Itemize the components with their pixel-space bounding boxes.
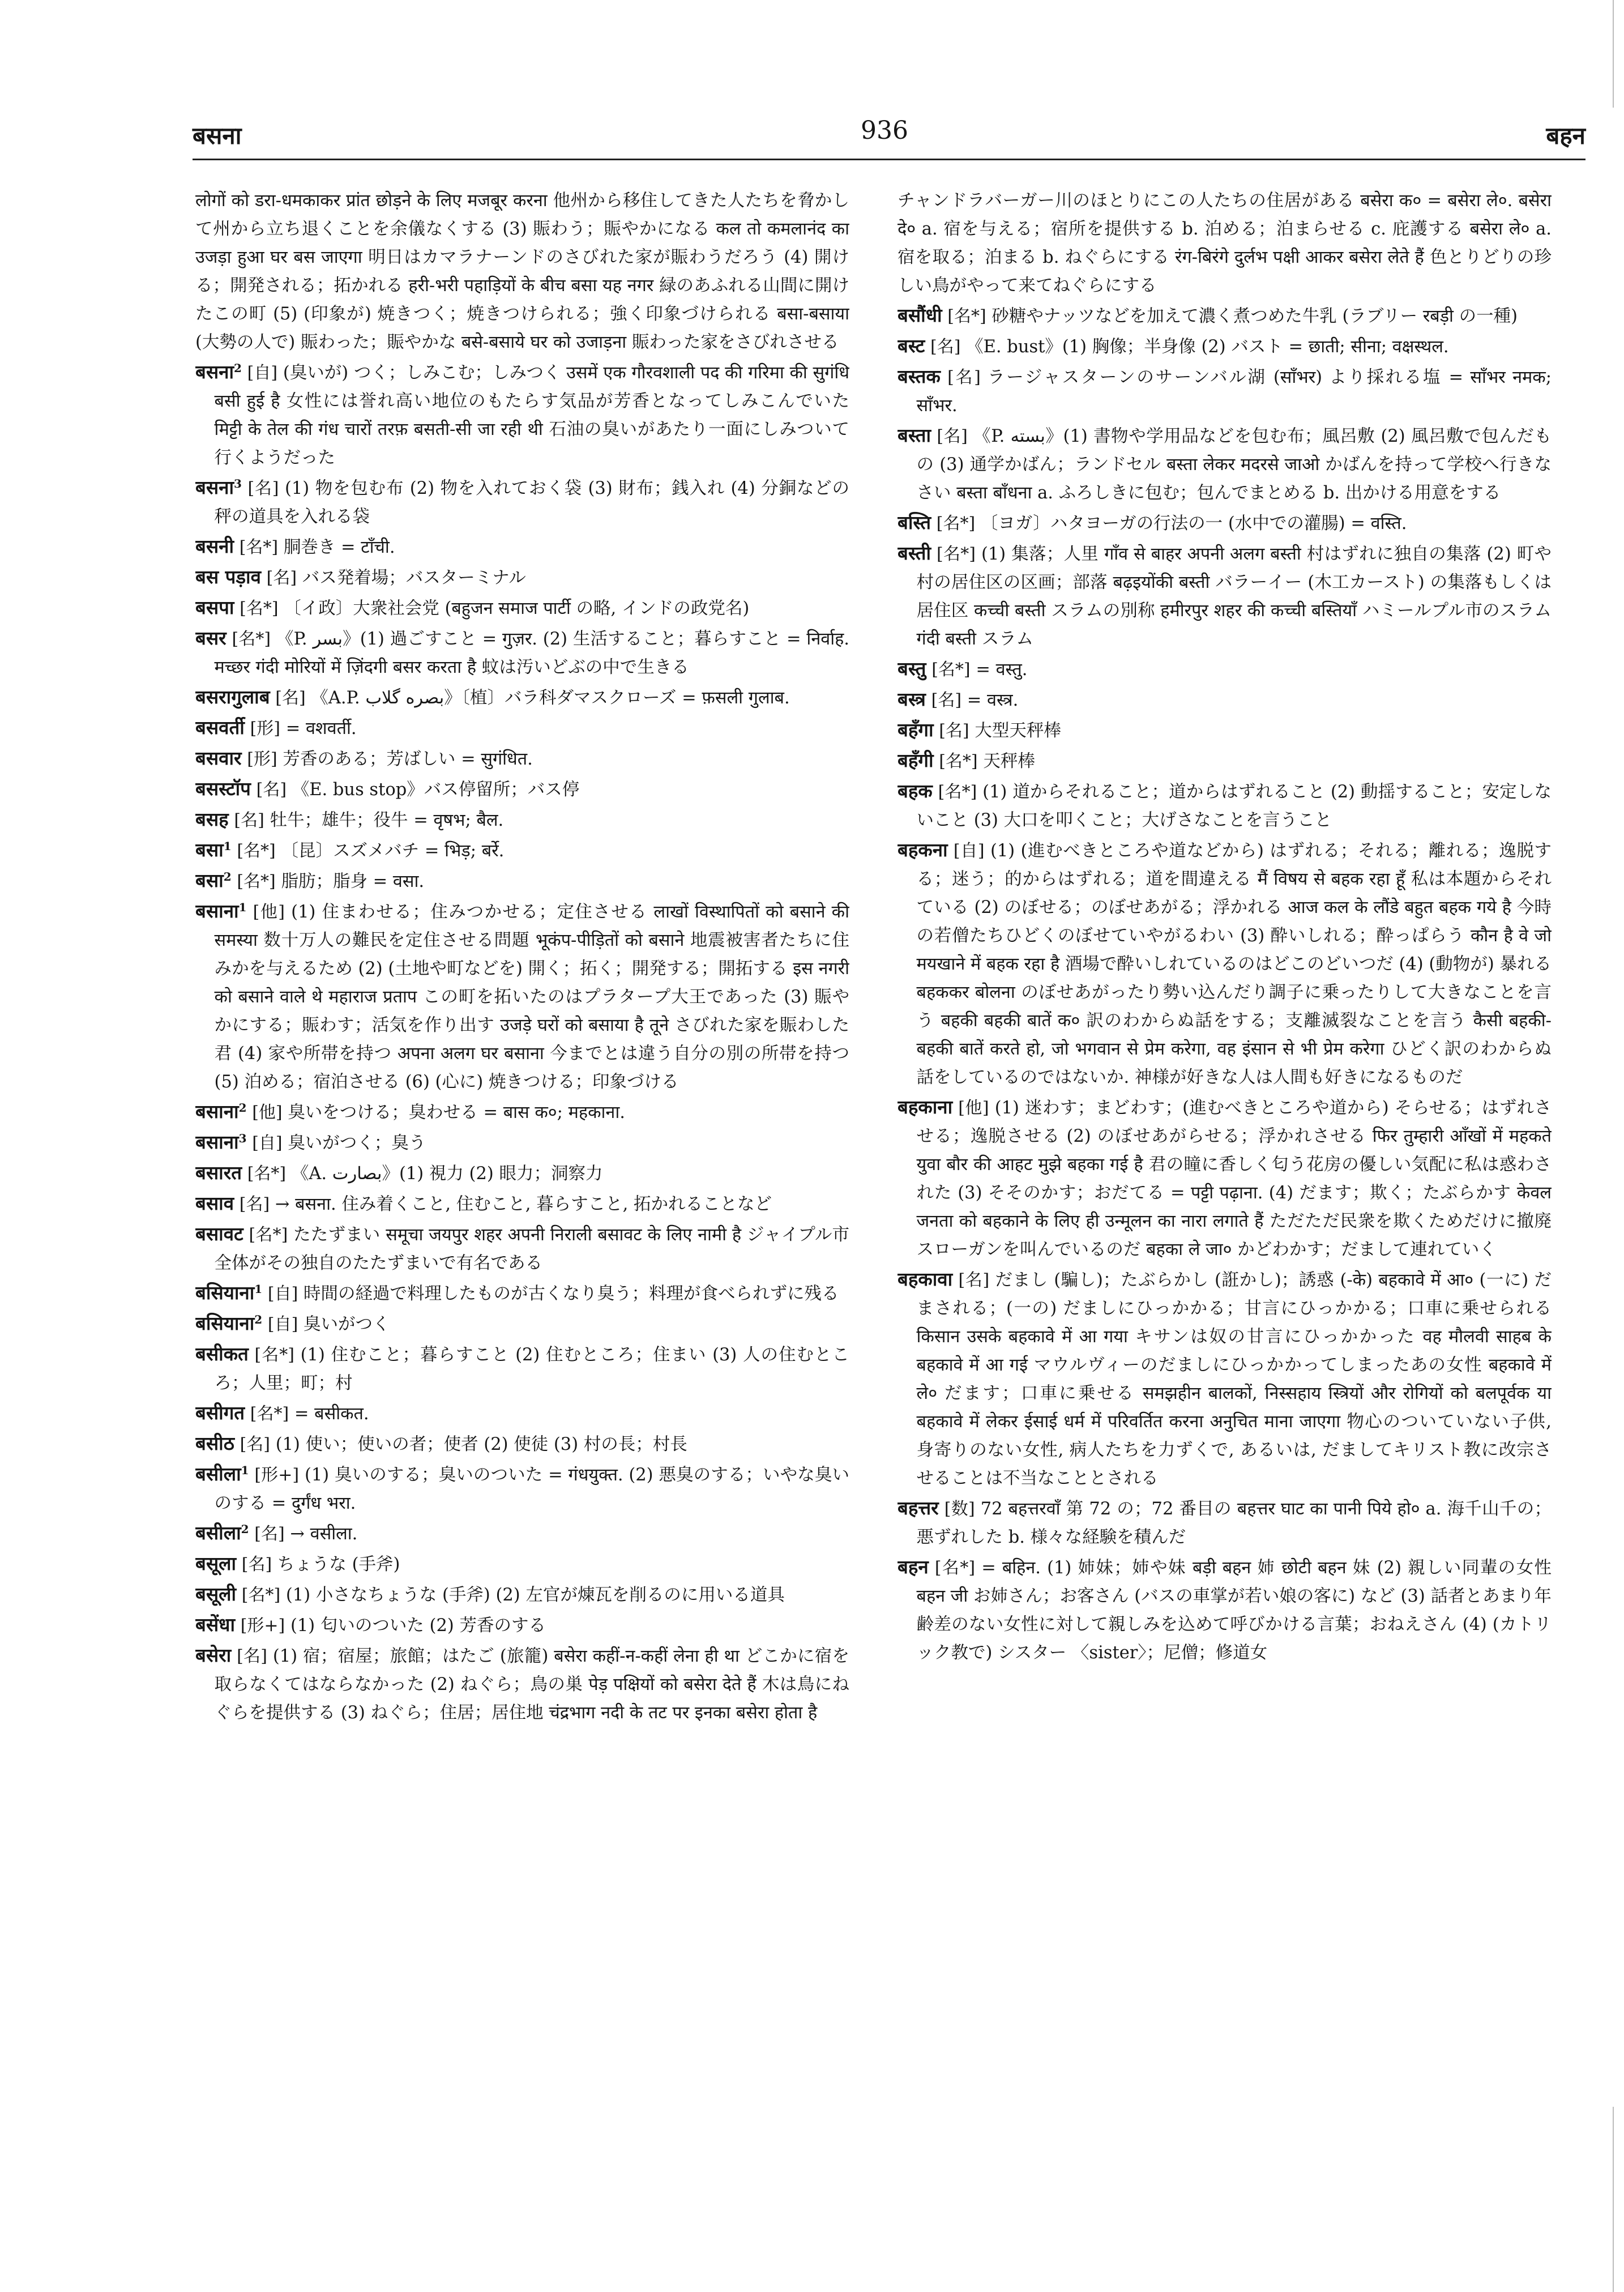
dictionary-entry <box>195 1279 849 1308</box>
entry-part-of-speech: [形+] <box>240 1616 285 1636</box>
entry-headword: बसाना <box>195 1100 239 1122</box>
entry-part-of-speech: [名] <box>254 1524 285 1544</box>
entry-definition: 《A.P. بصره گلاب》〔植〕バラ科ダマスクローズ = फ़सली गुलाब. <box>311 688 790 708</box>
entry-definition: 〔イ政〕大衆社会党 (बहुजन समाज पार्टी の略, インドの政党名) <box>284 599 750 618</box>
dictionary-entry <box>195 532 849 562</box>
entry-headword: बसूली <box>195 1583 237 1605</box>
scan-edge-bottom <box>1613 2107 1614 2292</box>
entry-part-of-speech: [自] <box>267 1314 298 1334</box>
dictionary-entry <box>898 509 1552 538</box>
entry-part-of-speech: [名*] <box>936 514 976 533</box>
entry-definition: 〔昆〕スズメバチ = भिड़; बर्रे. <box>281 841 505 861</box>
entry-headword: बहँगा <box>898 719 934 741</box>
entry-part-of-speech: [名] <box>241 1555 272 1574</box>
entry-definition: लोगों को डरा-धमकाकर प्रांत छोड़ने के लिए मजबूर करना 他州から移住してきた人たちを脅かして州から立ち退くことを余儀なくする (3) 賑わう；賑やかになる कल तो कमलानंद का उजड़ा हुआ घर बस जाएगा 明日はカマラナーンドのさびれた家が賑わうだろう (4) 開ける；開発される；拓かれる हरी-भरी पहाड़ियों के बीच बसा यह नगर 緑のあふれる山間に開けたこの町 (5) (印象が) 焼きつく；焼きつけられる；強く印象づけられる बसा-बसाया (大勢の人で) 賑わった；賑やかな बसे-बसाये घर को उजाड़ना 賑わった家をさびれさせる <box>195 191 849 352</box>
entry-headword: बसीठ <box>195 1432 234 1454</box>
entry-part-of-speech: [名] <box>240 1435 270 1454</box>
entry-headword: बसाना <box>195 900 239 922</box>
entry-homograph-number: 1 <box>241 1463 249 1477</box>
dictionary-entry <box>898 301 1552 331</box>
entry-definition: 胴巻き = टाँची. <box>283 537 395 557</box>
dictionary-entry <box>195 1220 849 1278</box>
entry-part-of-speech: [名*] <box>240 599 279 618</box>
entry-part-of-speech: [名*] <box>241 1585 281 1605</box>
header-rule <box>193 159 1585 160</box>
entry-definition: (1) 道からそれること；道からはずれること (2) 動揺すること；安定しないこと (3) 大口を叩くこと；大げさなことを言うこと <box>916 782 1552 830</box>
entry-part-of-speech: [名] <box>930 337 961 357</box>
entry-headword: बहकावा <box>898 1268 953 1290</box>
dictionary-entry <box>195 836 849 865</box>
entry-definition: (1) 使い；使いの者；使者 (2) 使徒 (3) 村の長；村長 <box>275 1435 687 1454</box>
entry-definition: 72 बहत्तरवाँ 第 72 の；72 番目の बहत्तर घाट का पानी पिये हो० a. 海千山千の；悪ずれした b. 様々な経験を積んだ <box>916 1499 1552 1547</box>
entry-definition: (1) 迷わす；まどわす；(進むべきところや道から) そらせる；はずれさせる；逸脱させる (2) のぼせあがらせる；浮かれさせる फिर तुम्हारी आँखों में महकते युवा बौर की आहट मुझे बहका गई है 君の瞳に香しく匂う花房の優しい気配に私は惑わされた (3) そそのかす；おだてる = पट्टी पढ़ाना. (4) だます；欺く；たぶらかす केवल जनता को बहकाने के लिए ही उन्मूलन का नारा लगाते हैं ただただ民衆を欺くためだけに撤廃スローガンを叫んでいるのだ बहका ले जा० かどわかす；だまして連れていく <box>916 1098 1552 1260</box>
entry-homograph-number: 2 <box>234 361 242 375</box>
entry-definition: = वस्त्र. <box>967 690 1019 710</box>
entry-definition: → बसना. 住み着くこと, 住むこと, 暮らすこと, 拓かれることなど <box>275 1194 772 1214</box>
entry-definition: 〔ヨガ〕ハタヨーガの行法の一 (水中での灌腸) = वस्ति. <box>980 514 1407 533</box>
entry-part-of-speech: [名] <box>239 1194 270 1214</box>
entry-part-of-speech: [形] <box>250 719 280 739</box>
entry-definition: 天秤棒 <box>983 752 1035 771</box>
entry-headword: बस्तक <box>898 365 941 387</box>
entry-part-of-speech: [名] <box>237 1646 267 1666</box>
dictionary-entry <box>195 1159 849 1188</box>
dictionary-entry <box>195 1460 849 1518</box>
entry-definition: (1) 小さなちょうな (手斧) (2) 左官が煉瓦を削るのに用いる道具 <box>285 1585 785 1605</box>
entry-part-of-speech: [名*] <box>250 1404 289 1424</box>
dictionary-entry <box>195 563 849 592</box>
entry-definition: (1) 匂いのついた (2) 芳香のする <box>290 1616 546 1636</box>
entry-part-of-speech: [名*] <box>247 1164 287 1184</box>
entry-part-of-speech: [自] <box>247 363 278 383</box>
dictionary-entry <box>195 775 849 804</box>
entry-homograph-number: 2 <box>241 1522 249 1536</box>
entry-headword: बसा <box>195 869 224 891</box>
entry-headword: बहन <box>898 1556 929 1578</box>
entry-homograph-number: 1 <box>254 1282 263 1296</box>
entry-part-of-speech: [名] <box>266 568 297 588</box>
entry-headword: बसियाना <box>195 1312 255 1334</box>
dictionary-entry <box>195 1641 849 1727</box>
entry-headword: बसौंधी <box>898 304 942 326</box>
entry-definition: 砂糖やナッツなどを加えて濃く煮つめた牛乳 (ラブリー रबड़ी の一種) <box>992 306 1518 326</box>
entry-definition: たたずまい समूचा जयपुर शहर अपनी निराली बसावट के लिए नामी है ジャイプル市全体がその独自のたたずまいで有名である <box>214 1225 849 1273</box>
entry-definition: (臭いが) つく；しみこむ；しみつく उसमें एक गौरवशाली पद की गरिमा की सुगंधि बसी हुई है 女性には誉れ高い地位のもたらす気品が芳香となってしみこんでいた मिट्टी के तेल की गंध चारों तरफ़ बसती-सी जा रही थी 石油の臭いがあたり一面にしみついて行くようだった <box>214 363 849 468</box>
running-head-right: बहन <box>1546 122 1585 150</box>
dictionary-entry <box>898 1093 1552 1264</box>
entry-headword: बहकना <box>898 839 948 861</box>
entry-part-of-speech: [名] <box>931 690 962 710</box>
entry-headword: बसा <box>195 839 224 861</box>
dictionary-entry <box>195 805 849 835</box>
entry-headword: बस्त्र <box>898 688 926 710</box>
entry-headword: बसरागुलाब <box>195 686 270 708</box>
dictionary-entry <box>898 716 1552 745</box>
entry-part-of-speech: [形] <box>247 749 277 769</box>
entry-headword: बसियाना <box>195 1282 255 1304</box>
dictionary-entry <box>195 1309 849 1339</box>
entry-part-of-speech: [名*] <box>232 629 271 649</box>
dictionary-entry <box>195 867 849 896</box>
entry-headword: बसना <box>195 476 234 498</box>
entry-definition: 《E. bus stop》バス停留所；バス停 <box>292 780 580 800</box>
entry-part-of-speech: [名] <box>275 688 306 708</box>
entry-headword: बसवर्ती <box>195 716 245 739</box>
entry-headword: बस्तु <box>898 658 926 680</box>
entry-headword: बसवार <box>195 747 242 769</box>
entry-definition: バス発着場；バスターミナル <box>302 568 526 588</box>
entry-homograph-number: 1 <box>238 900 247 914</box>
entry-headword: बस पड़ाव <box>195 566 261 588</box>
dictionary-entry <box>898 655 1552 684</box>
entry-headword: बसपा <box>195 596 234 618</box>
dictionary-entry <box>195 683 849 712</box>
entry-headword: बहत्तर <box>898 1497 939 1519</box>
dictionary-entry <box>898 187 1552 300</box>
entry-definition: (1) 住まわせる；住みつかせる；定住させる लाखों विस्थापितों को बसाने की समस्या 数十万人の難民を定住させる問題 भूकंप-पीड़ितों को बसाने 地震被害者たちに住みかを与えるため (2) (土地や町などを) 開く；拓く；開発する；開拓する इस नगरी को बसाने वाले थे महाराज प्रताप この町を拓いたのはプラタープ大王であった (3) 賑やかにする；賑わす；活気を作り出す उजड़े घरों को बसाया है तूने さびれた家を賑わした君 (4) 家や所帯を持つ अपना अलग घर बसाना 今までとは違う自分の別の所帯を持つ (5) 泊める；宿泊させる (6) (心に) 焼きつける；印象づける <box>214 902 849 1092</box>
dictionary-entry <box>898 421 1552 507</box>
running-head-left: बसना <box>193 122 242 150</box>
entry-definition: 臭いをつける；臭わせる = बास क०; महकाना. <box>288 1103 625 1122</box>
dictionary-entry <box>195 1580 849 1610</box>
entry-definition: = वशवर्ती. <box>285 719 357 739</box>
entry-headword: बसीला <box>195 1522 241 1544</box>
dictionary-entry <box>195 714 849 743</box>
entry-part-of-speech: [名] <box>958 1270 990 1290</box>
entry-definition: チャンドラバーガー川のほとりにこの人たちの住居がある बसेरा क० = बसेरा ले०. बसेरा दे० a. 宿を与える；宿所を提供する b. 泊める；泊まらせる c. 庇護する बसेरा ले० a. 宿を取る；泊まる b. ねぐらにする रंग-बिरंगे दुर्लभ पक्षी आकर बसेरा लेते हैं 色とりどりの珍しい鳥がやって来てねぐらにする <box>898 191 1552 296</box>
entry-part-of-speech: [他] <box>252 1103 283 1122</box>
entry-headword: बसूला <box>195 1552 237 1574</box>
dictionary-entry <box>898 685 1552 715</box>
dictionary-entry <box>195 1611 849 1640</box>
dictionary-entry <box>195 1128 849 1158</box>
entry-headword: बहकाना <box>898 1096 953 1118</box>
entry-definition: 臭いがつく；臭う <box>288 1133 426 1153</box>
entry-part-of-speech: [名] <box>947 368 981 387</box>
entry-part-of-speech: [名*] <box>947 306 986 326</box>
entry-definition: (1) 集落；人里 गाँव से बाहर अपनी अलग बस्ती 村はずれに独自の集落 (2) 町や村の居住区の区画；部落 बढ़इयोंकी बस्ती バラーイー (木工カースト) の集落もしくは居住区 कच्ची बस्ती スラムの別称 हमीरपुर शहर की कच्ची बस्तियाँ ハミールプル市のスラム गंदी बस्ती スラム <box>916 544 1552 649</box>
entry-definition: 《A. بصارت》(1) 視力 (2) 眼力；洞察力 <box>291 1164 603 1184</box>
dictionary-entry <box>898 332 1552 361</box>
entry-headword: बसाव <box>195 1192 234 1214</box>
entry-part-of-speech: [名*] <box>931 660 971 680</box>
entry-definition: ラージャスターンのサーンバル湖 (साँभर) より採れる塩 = साँभर नमक; साँभर. <box>916 368 1552 416</box>
entry-part-of-speech: [名*] <box>937 544 976 564</box>
entry-homograph-number: 3 <box>234 476 242 490</box>
entry-definition: (1) 宿；宿屋；旅館；はたご (旅籠) बसेरा कहीं-न-कहीं लेना ही था どこかに宿を取らなくてはならなかった (2) ねぐら；鳥の巣 पेड़ पक्षियों को बसेरा देते हैं 木は鳥にねぐらを提供する (3) ねぐら；住居；居住地 चंद्रभाग नदी के तट पर इनका बसेरा होता है <box>214 1646 849 1723</box>
entry-headword: बस्ती <box>898 542 931 564</box>
dictionary-entry <box>195 1399 849 1428</box>
page-number: 936 <box>861 116 908 145</box>
entry-headword: बसेरा <box>195 1644 232 1666</box>
entry-headword: बसह <box>195 808 229 830</box>
dictionary-entry <box>195 594 849 623</box>
entry-definition: (1) 臭いのする；臭いのついた = गंधयुक्त. (2) 悪臭のする；いやな臭いのする = दुर्गंध भरा. <box>214 1465 849 1513</box>
dictionary-entry <box>195 1550 849 1579</box>
right-column <box>898 187 1552 2226</box>
entry-definition: 《E. bust》(1) 胸像；半身像 (2) バスト = छाती; सीना; वक्षस्थल. <box>966 337 1449 357</box>
entry-headword: बस्ता <box>898 424 931 446</box>
entry-definition: = वस्तु. <box>976 660 1028 680</box>
dictionary-entry <box>195 897 849 1096</box>
dictionary-entry <box>195 1098 849 1127</box>
entry-part-of-speech: [自] <box>953 841 985 861</box>
entry-part-of-speech: [形+] <box>254 1465 300 1485</box>
entry-part-of-speech: [他] <box>253 902 285 922</box>
dictionary-entry <box>195 744 849 774</box>
entry-definition: 脂肪；脂身 = वसा. <box>281 872 425 891</box>
dictionary-entry <box>898 777 1552 835</box>
entry-part-of-speech: [名] <box>247 479 279 498</box>
entry-part-of-speech: [名*] <box>237 841 276 861</box>
entry-headword: बसर <box>195 627 226 649</box>
entry-part-of-speech: [自] <box>267 1284 298 1304</box>
entry-part-of-speech: [名*] <box>938 782 977 802</box>
entry-definition: 《P. بسر》(1) 過ごすこと = गुज़र. (2) 生活すること；暮らすこと = निर्वाह. मच्छर गंदी मोरियों में ज़िंदगी बसर करता है 蚊は汚いどぶの中で生きる <box>214 629 849 677</box>
entry-headword: बसेंधा <box>195 1614 235 1636</box>
entry-homograph-number: 2 <box>223 869 232 883</box>
entry-part-of-speech: [名*] <box>249 1225 288 1245</box>
left-column <box>195 187 849 2226</box>
dictionary-entry <box>898 746 1552 776</box>
dictionary-entry <box>195 1429 849 1459</box>
entry-homograph-number: 2 <box>238 1100 247 1115</box>
dictionary-entry <box>195 473 849 531</box>
entry-homograph-number: 2 <box>254 1312 263 1326</box>
entry-definition: (1) (進むべきところや道などから) はずれる；それる；離れる；逸脱する；迷う；的からはずれる；道を間違える मैं विषय से बहक रहा हूँ 私は本題からそれている (2) のぼせる；のぼせあがる；浮かれる आज कल के लौंडे बहुत बहक गये है 今時の若僧たちひどくのぼせていやがるわい (3) 酔いしれる；酔っぱらう कौन है वे जो मयखाने में बहक रहा है 酒場で酔いしれているのはどこのどいつだ (4) (動物が) 暴れる बहककर बोलना のぼせあがったり勢い込んだり調子に乗ったりして大きなことを言う बहकी बहकी बातें क० 訳のわからぬ話をする；支離滅裂なことを言う कैसी बहकी-बहकी बातें करते हो, जो भगवान से प्रेम करेगा, वह इंसान से भी प्रेम करेगा ひどく訳のわからぬ話をしているのではないか. 神様が好きな人は人間も好きになるものだ <box>916 841 1552 1087</box>
dictionary-entry <box>898 362 1552 420</box>
entry-headword: बसावट <box>195 1223 243 1245</box>
dictionary-entry <box>898 1265 1552 1493</box>
entry-headword: बस्ति <box>898 511 931 533</box>
entry-definition: 臭いがつく <box>304 1314 390 1334</box>
entry-headword: बस्ट <box>898 335 925 357</box>
dictionary-entry <box>195 624 849 682</box>
dictionary-entry <box>195 1519 849 1548</box>
entry-headword: बसस्टॉप <box>195 778 251 800</box>
entry-definition: = बहिन. (1) 姉妹；姉や妹 बड़ी बहन 姉 छोटी बहन 妹 (2) 親しい同輩の女性 बहन जी お姉さん；お客さん (バスの車掌が若い娘の客に) など (3) 話者とあまり年齢差のない女性に対して親しみを込めて呼びかける言葉；おねえさん (4) (カトリック教で) シスター 〈sister〉；尼僧；修道女 <box>916 1558 1552 1663</box>
entry-homograph-number: 1 <box>223 839 232 853</box>
entry-definition: 大型天秤棒 <box>975 721 1061 741</box>
entry-definition: (1) 物を包む布 (2) 物を入れておく袋 (3) 財布；銭入れ (4) 分銅などの秤の道具を入れる袋 <box>214 479 849 527</box>
entry-part-of-speech: [他] <box>958 1098 989 1118</box>
entry-part-of-speech: [名*] <box>934 1558 976 1578</box>
scan-edge-top <box>1613 0 1614 108</box>
dictionary-entry <box>195 187 849 357</box>
entry-headword: बसीला <box>195 1463 241 1485</box>
entry-headword: बहक <box>898 780 933 802</box>
entry-part-of-speech: [名] <box>256 780 287 800</box>
entry-definition: だまし (騙し)；たぶらかし (誑かし)；誘惑 (-के) बहकावे में आ० (一に) だまされる；(一の) だましにひっかかる；甘言にひっかかる；口車に乗せられる किसान उसके बहकावे में आ गया キサンは奴の甘言にひっかかった वह मौलवी साहब के बहकावे में आ गई マウルヴィーのだましにひっかかってしまったあの女性 बहकावे में ले० だます；口車に乗せる समझहीन बालकों, निस्सहाय स्त्रियों और रोगियों को बलपूर्वक या बहकावे में लेकर ईसाई धर्म में परिवर्तित करना अनुचित माना जाएगा 物心のついていない子供, 身寄りのない女性, 病人たちを力ずくで, あるいは, だましてキリスト教に改宗させることは不当なこととされる <box>916 1270 1552 1488</box>
dictionary-entry <box>195 358 849 472</box>
entry-headword: बसाना <box>195 1131 239 1153</box>
dictionary-entry <box>898 1553 1552 1667</box>
entry-definition: 時間の経過で料理したものが古くなり臭う；料理が食べられずに残る <box>304 1284 839 1304</box>
entry-part-of-speech: [名] <box>937 426 968 446</box>
entry-headword: बसनी <box>195 535 234 557</box>
entry-part-of-speech: [名] <box>939 721 969 741</box>
page-header <box>0 0 1624 187</box>
entry-definition: 《P. بسته》(1) 書物や学用品などを包む布；風呂敷 (2) 風呂敷で包んだもの (3) 通学かばん；ランドセル बस्ता लेकर मदरसे जाओ かばんを持って学校へ行きなさい बस्ता बाँधना a. ふろしきに包む；包んでまとめる b. 出かける用意をする <box>916 426 1552 503</box>
entry-definition: → वसीला. <box>290 1524 358 1544</box>
dictionary-entry <box>195 1189 849 1219</box>
entry-part-of-speech: [名*] <box>239 537 279 557</box>
entry-headword: बहँगी <box>898 749 934 771</box>
entry-headword: बसीकत <box>195 1343 249 1365</box>
entry-part-of-speech: [名*] <box>939 752 978 771</box>
dictionary-entry <box>898 836 1552 1092</box>
entry-definition: 牡牛；雄牛；役牛 = वृषभ; बैल. <box>270 810 504 830</box>
entry-definition: = बसीकत. <box>294 1404 369 1424</box>
dictionary-entry <box>898 1494 1552 1552</box>
entry-headword: बसना <box>195 361 234 383</box>
entry-definition: (1) 住むこと；暮らすこと (2) 住むところ；住まい (3) 人の住むところ；人里；町；村 <box>214 1345 849 1393</box>
dictionary-entry <box>195 1340 849 1398</box>
entry-definition: ちょうな (手斧) <box>277 1555 400 1574</box>
entry-part-of-speech: [名] <box>234 810 264 830</box>
entry-definition: 芳香のある；芳ばしい = सुगंधित. <box>283 749 533 769</box>
entry-part-of-speech: [数] <box>944 1499 975 1519</box>
entry-part-of-speech: [自] <box>252 1133 283 1153</box>
entry-headword: बसारत <box>195 1162 242 1184</box>
entry-part-of-speech: [名*] <box>254 1345 294 1365</box>
entry-headword: बसीगत <box>195 1402 245 1424</box>
entry-part-of-speech: [名*] <box>237 872 276 891</box>
dictionary-entry <box>898 539 1552 654</box>
entry-homograph-number: 3 <box>238 1131 247 1145</box>
